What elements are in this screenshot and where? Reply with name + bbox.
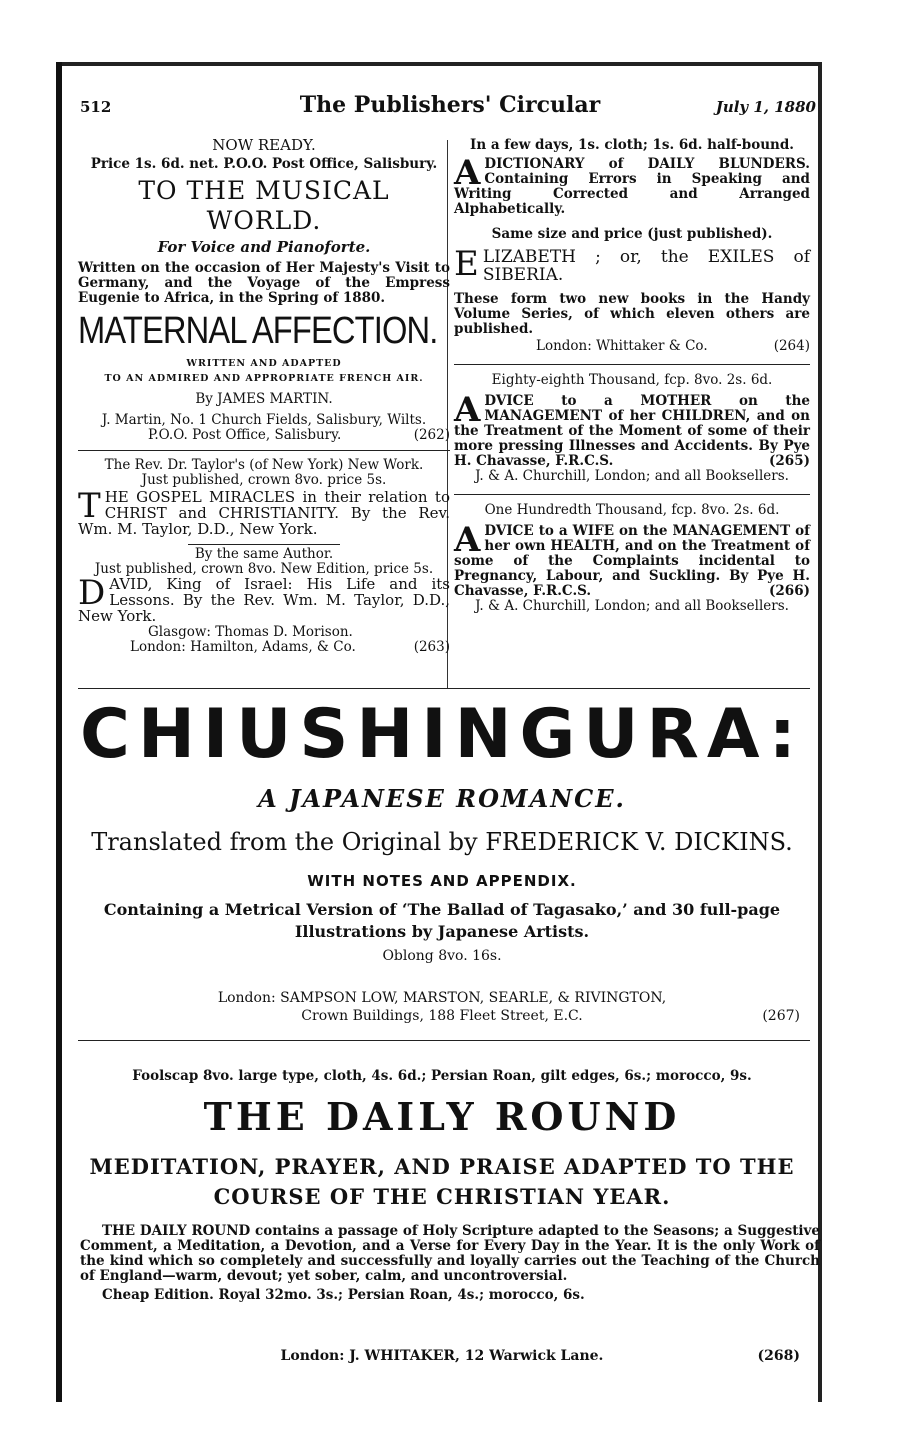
right-column bbox=[454, 138, 810, 614]
ad-title-text: HE GOSPEL MIRACLES in their relation to CHRIST and CHRISTIANITY. By the Rev. Wm. M. Taylor, D.D., New York. bbox=[78, 488, 450, 538]
ad-code: (264) bbox=[773, 338, 810, 354]
ad-body bbox=[78, 486, 450, 538]
ad-glasgow: Glasgow: Thomas D. Morison. bbox=[148, 624, 353, 640]
ad-publisher: J. & A. Churchill, London; and all Booksellers. bbox=[475, 598, 789, 614]
chiushingura-subtitle: A JAPANESE ROMANCE. bbox=[258, 784, 626, 813]
ad-heading: In a few days, 1s. cloth; 1s. 6d. half-bound. bbox=[470, 137, 794, 153]
ad-title2-text: AVID, King of Israel: His Life and its Lessons. By the Rev. Wm. M. Taylor, D.D., New York. bbox=[78, 575, 450, 625]
ad-subtitle: For Voice and Pianoforte. bbox=[157, 238, 371, 256]
ad-daily-blunders bbox=[454, 138, 810, 354]
drop-cap: A bbox=[454, 520, 481, 560]
daily-round-cheap: Cheap Edition. Royal 32mo. 3s.; Persian Roan, 4s.; morocco, 6s. bbox=[102, 1287, 585, 1303]
ad-address: J. Martin, No. 1 Church Fields, Salisbury, Wilts. bbox=[101, 412, 427, 428]
ad-advice-wife bbox=[454, 503, 810, 614]
ad-body bbox=[454, 390, 810, 469]
ad-same-author: By the same Author. bbox=[194, 546, 334, 562]
chiushingura-london-2: Crown Buildings, 188 Fleet Street, E.C. bbox=[301, 1008, 583, 1024]
page-date: July 1, 1880 bbox=[715, 98, 816, 116]
ad-author: By JAMES MARTIN. bbox=[195, 391, 333, 407]
ad-po: P.O.O. Post Office, Salisbury. bbox=[148, 427, 342, 443]
ad-london-line bbox=[78, 640, 450, 655]
chiushingura-translated: Translated from the Original by FREDERICK V. DICKINS. bbox=[91, 828, 793, 856]
ad-london: London: Whittaker & Co. bbox=[536, 338, 708, 354]
ad-price: Price 1s. 6d. net. P.O.O. Post Office, Salisbury. bbox=[90, 156, 438, 172]
ad-body bbox=[454, 153, 810, 217]
ad-same-size: Same size and price (just published). bbox=[491, 226, 773, 242]
ad-london: London: Hamilton, Adams, & Co. bbox=[130, 639, 356, 655]
chiushingura-containing-2: Illustrations by Japanese Artists. bbox=[294, 922, 590, 941]
page-header bbox=[80, 92, 820, 122]
drop-cap: A bbox=[454, 390, 481, 430]
page-title: The Publishers' Circular bbox=[299, 92, 601, 118]
ad-published: Just published, crown 8vo. price 5s. bbox=[141, 472, 387, 488]
drop-cap: T bbox=[78, 486, 101, 526]
ad-po-line bbox=[78, 428, 450, 443]
ad-heading: Eighty-eighth Thousand, fcp. 8vo. 2s. 6d. bbox=[491, 372, 773, 388]
drop-cap: D bbox=[78, 573, 106, 613]
chiushingura-oblong: Oblong 8vo. 16s. bbox=[382, 948, 502, 964]
ad-heading: NOW READY. bbox=[212, 136, 316, 154]
chiushingura-containing-1: Containing a Metrical Version of ‘The Ballad of Tagasako,’ and 30 full-page bbox=[103, 900, 781, 919]
ad-description: These form two new books in the Handy Volume Series, of which eleven others are published. bbox=[454, 291, 810, 337]
ad-air: TO AN ADMIRED AND APPROPRIATE FRENCH AIR. bbox=[104, 373, 424, 384]
divider bbox=[78, 450, 450, 451]
ad-heading: The Rev. Dr. Taylor's (of New York) New Work. bbox=[104, 457, 424, 473]
ad-written: WRITTEN AND ADAPTED bbox=[186, 358, 342, 369]
page bbox=[62, 66, 822, 1386]
divider bbox=[454, 364, 810, 365]
ad-title-musical-world: TO THE MUSICAL WORLD. bbox=[138, 176, 390, 235]
ad-code: (262) bbox=[413, 427, 450, 443]
chiushingura-london-1: London: SAMPSON LOW, MARSTON, SEARLE, & RIVINGTON, bbox=[217, 990, 667, 1006]
ad-heading: One Hundredth Thousand, fcp. 8vo. 2s. 6d. bbox=[484, 502, 780, 518]
ad-code: (265) bbox=[769, 453, 810, 469]
ad-body-2 bbox=[78, 573, 450, 625]
ad-london-line bbox=[454, 339, 810, 354]
ad-text: DVICE to a MOTHER on the MANAGEMENT of her CHILDREN, and on the Treatment of the Moment of some of their more pressing Illnesses and Accidents. By Pye H. Chavasse, F.R.C.S. bbox=[454, 393, 810, 469]
ad-taylor bbox=[78, 458, 450, 655]
ad-advice-mother bbox=[454, 373, 810, 484]
daily-round-sub-2: COURSE OF THE CHRISTIAN YEAR. bbox=[213, 1184, 671, 1209]
ad-code: (263) bbox=[413, 639, 450, 655]
ad-code: (266) bbox=[769, 583, 810, 599]
ad-description: Written on the occasion of Her Majesty's Visit to Germany, and the Voyage of the Empress Eugenie to Africa, in the Spring of 1880. bbox=[78, 260, 450, 306]
divider bbox=[454, 494, 810, 495]
daily-round-title: THE DAILY ROUND bbox=[203, 1094, 681, 1139]
ad-title-maternal-affection: MATERNAL AFFECTION. bbox=[78, 310, 438, 352]
ad-body-2 bbox=[454, 244, 810, 285]
ad-new-edition: Just published, crown 8vo. New Edition, price 5s. bbox=[94, 561, 434, 577]
daily-round-foolscap: Foolscap 8vo. large type, cloth, 4s. 6d.; Persian Roan, gilt edges, 6s.; morocco, 9s. bbox=[132, 1068, 752, 1084]
daily-round-sub-1: MEDITATION, PRAYER, AND PRAISE ADAPTED TO THE bbox=[89, 1154, 795, 1179]
ad-publisher: J. & A. Churchill, London; and all Booksellers. bbox=[475, 468, 789, 484]
chiushingura-code: (267) bbox=[762, 1008, 800, 1024]
ad-title-text: DICTIONARY of DAILY BLUNDERS. Containing Errors in Speaking and Writing Corrected and Arranged Alphabetically. bbox=[454, 156, 810, 217]
drop-cap: E bbox=[454, 244, 479, 284]
ad-maternal-affection bbox=[78, 138, 450, 443]
daily-round-paragraph: THE DAILY ROUND contains a passage of Holy Scripture adapted to the Seasons; a Suggestive Comment, a Meditation, a Devotion, and a Verse for Every Day in the Year. It is the only Work of the kind which so completely and successfully and loyally carries out the Teaching of the Church of England—warm, devout; yet sober, calm, and uncontroversial. bbox=[80, 1223, 820, 1284]
divider bbox=[78, 1040, 810, 1041]
daily-round-code: (268) bbox=[757, 1348, 800, 1364]
ad-text: DVICE to a WIFE on the MANAGEMENT of her own HEALTH, and on the Treatment of some of the Complaints incidental to Pregnancy, Labour, and Suckling. By Pye H. Chavasse, F.R.C.S. bbox=[454, 523, 810, 599]
chiushingura-notes: WITH NOTES AND APPENDIX. bbox=[307, 872, 577, 890]
ad-title2-text: LIZABETH ; or, the EXILES of SIBERIA. bbox=[482, 247, 810, 285]
left-column bbox=[78, 138, 450, 655]
page-number: 512 bbox=[80, 98, 112, 116]
chiushingura-title: CHIUSHINGURA: bbox=[80, 695, 804, 774]
short-divider bbox=[188, 544, 340, 545]
drop-cap: A bbox=[454, 153, 481, 193]
ad-body bbox=[454, 520, 810, 599]
daily-round-london: London: J. WHITAKER, 12 Warwick Lane. bbox=[280, 1348, 604, 1364]
divider bbox=[78, 688, 810, 689]
